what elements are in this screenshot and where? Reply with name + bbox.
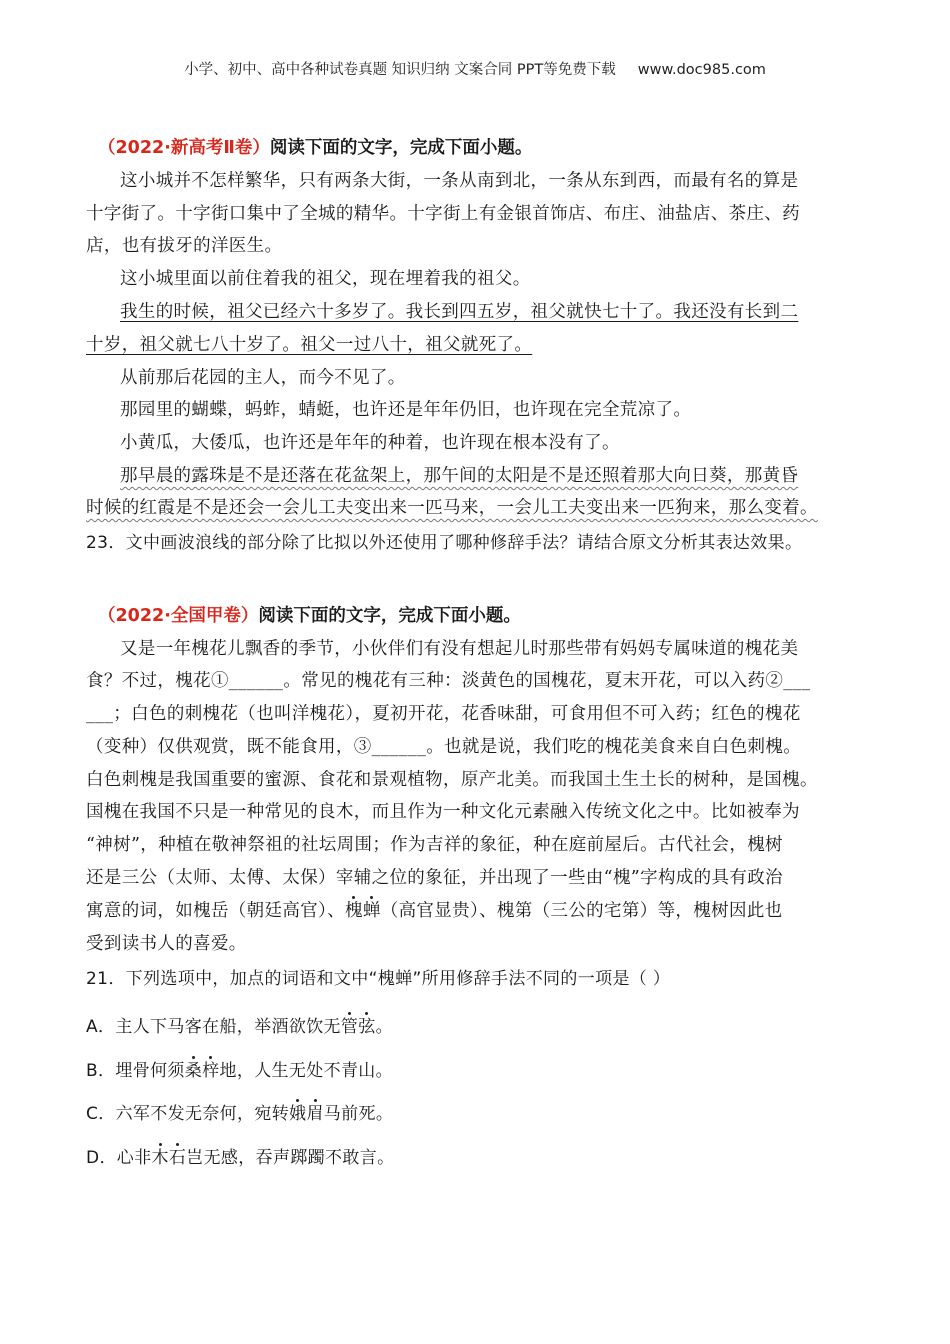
- passage2-line: （变种）仅供观赏，既不能食用，③______。也就是说，我们吃的槐花美食来自白色刺槐。: [86, 737, 802, 757]
- emphasis-dot-char: 弦: [358, 1017, 376, 1037]
- section1-source-tag: （2022·新高考Ⅱ卷）: [98, 138, 270, 158]
- emphasis-dot-char: 梓: [202, 1061, 220, 1081]
- dotted-word: [152, 1148, 187, 1168]
- emphasis-dot-char: 管: [340, 1017, 359, 1037]
- passage1-line: 这小城里面以前住着我的祖父，现在埋着我的祖父。: [120, 269, 531, 289]
- passage2-line: ___；白色的刺槐花（也叫洋槐花），夏初开花，花香味甜，可食用但不可入药；红色的槐花: [86, 704, 801, 724]
- option-text: 马前死。: [323, 1104, 394, 1124]
- passage2-line: 还是三公（太师、太傅、太保）宰辅之位的象征，并出现了一些由“槐”字构成的具有政治: [86, 868, 783, 888]
- option-text: 主人下马客在船，举酒欲饮无: [115, 1017, 341, 1037]
- option-text: 六军不发无奈何，宛转: [115, 1104, 290, 1124]
- option-c[interactable]: [86, 1106, 393, 1123]
- passage2-line: 受到读书人的喜爱。: [86, 934, 247, 954]
- emphasis-dot-char: 桑: [184, 1061, 203, 1081]
- emphasis-dot-char: 槐: [345, 901, 363, 921]
- page-header: [0, 58, 950, 79]
- passage2-line: 国槐在我国不只是一种常见的良木，而且作为一种文化元素融入传统文化之中。比如被奉为: [86, 802, 800, 822]
- section1-instruction: 阅读下面的文字，完成下面小题。: [269, 138, 533, 158]
- passage2-line: 食？不过，槐花①______。常见的槐花有三种：淡黄色的国槐花，夏末开花，可以入药②___: [86, 671, 811, 691]
- option-a[interactable]: [86, 1019, 393, 1036]
- header-url[interactable]: www.doc985.com: [637, 62, 766, 78]
- passage1-wavy-line: 时候的红霞是不是还会一会儿工夫变出来一匹马来，一会儿工夫变出来一匹狗来，那么变着。: [86, 498, 818, 518]
- passage1-line: 从前那后花园的主人，而今不见了。: [120, 368, 406, 388]
- passage1-line: 十字街了。十字街口集中了全城的精华。十字街上有金银首饰店、布庄、油盐店、茶庄、药: [86, 204, 800, 224]
- passage1-underlined-line: 十岁，祖父就七八十岁了。祖父一过八十，祖父就死了。: [86, 335, 533, 355]
- emphasis-dot-char: 石: [168, 1148, 187, 1168]
- dotted-word: [341, 1017, 376, 1037]
- passage2-line: “神树”，种植在敬神祭祖的社坛周围；作为吉祥的象征，种在庭前屋后。古代社会，槐树: [86, 835, 783, 855]
- passage1-line: 店，也有拔牙的洋医生。: [86, 236, 283, 256]
- section1-heading: [98, 134, 532, 159]
- option-letter: C．: [86, 1104, 116, 1124]
- section2-heading: [98, 602, 521, 627]
- header-text: 小学、初中、高中各种试卷真题 知识归纳 文案合同 PPT等免费下载: [184, 62, 616, 78]
- option-letter: B．: [86, 1061, 116, 1081]
- passage2-line: 白色刺槐是我国重要的蜜源、食花和景观植物，原产北美。而我国土生土长的树种，是国槐。: [86, 770, 818, 790]
- option-text: 埋骨何须: [115, 1061, 185, 1081]
- option-text: 。: [375, 1017, 393, 1037]
- option-text: 地，人生无处不青山。: [219, 1061, 393, 1081]
- passage1-wavy-line: 那早晨的露珠是不是还落在花盆架上，那午间的太阳是不是还照着那大向日葵，那黄昏: [120, 466, 799, 486]
- option-text: 心非: [116, 1148, 152, 1168]
- emphasis-dot-char: 娥: [289, 1104, 307, 1124]
- dotted-word: [289, 1104, 324, 1124]
- passage1-line: 小黄瓜，大倭瓜，也许还是年年的种着，也许现在根本没有了。: [120, 433, 620, 453]
- dotted-word: [185, 1061, 220, 1081]
- passage1-underlined-line: 我生的时候，祖父已经六十多岁了。我长到四五岁，祖父就快七十了。我还没有长到二: [120, 302, 799, 322]
- option-d[interactable]: [86, 1150, 394, 1167]
- emphasis-dot-char: 木: [151, 1148, 169, 1168]
- option-b[interactable]: [86, 1063, 393, 1080]
- passage1-line: 那园里的蝴蝶，蚂蚱，蜻蜓，也许还是年年仍旧，也许现在完全荒凉了。: [120, 400, 692, 420]
- passage2-line: 又是一年槐花儿飘香的季节，小伙伴们有没有想起儿时那些带有妈妈专属味道的槐花美: [120, 639, 799, 659]
- emphasis-dot-char: 眉: [306, 1104, 324, 1124]
- question-23: 23．文中画波浪线的部分除了比拟以外还使用了哪种修辞手法？请结合原文分析其表达效果。: [86, 533, 803, 553]
- option-letter: D．: [86, 1148, 117, 1168]
- section2-source-tag: （2022·全国甲卷）: [98, 606, 259, 626]
- option-text: 岂无感，吞声踯躅不敢言。: [186, 1148, 395, 1168]
- passage2-line: 寓意的词，如槐岳（朝廷高官）、槐蝉（高官显贵）、槐第（三公的宅第）等，槐树因此也: [86, 901, 783, 921]
- section2-instruction: 阅读下面的文字，完成下面小题。: [258, 606, 521, 626]
- question-21: 21．下列选项中，加点的词语和文中“槐蝉”所用修辞手法不同的一项是（ ）: [86, 969, 671, 989]
- emphasis-dot-char: 蝉: [362, 901, 381, 921]
- option-letter: A．: [86, 1017, 116, 1037]
- passage1-line: 这小城并不怎样繁华，只有两条大街，一条从南到北，一条从东到西，而最有名的算是: [120, 171, 799, 191]
